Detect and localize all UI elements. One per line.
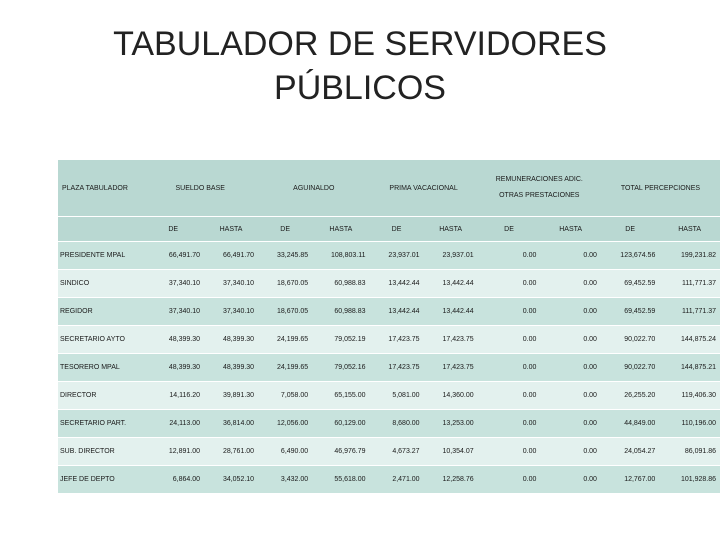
header-de: DE — [142, 217, 204, 242]
row-value-cell: 33,245.85 — [258, 242, 312, 270]
row-value-cell: 14,360.00 — [424, 382, 478, 410]
row-value-cell: 60,988.83 — [312, 298, 369, 326]
row-value-cell: 119,406.30 — [659, 382, 720, 410]
row-value-cell: 10,354.07 — [424, 438, 478, 466]
row-value-cell: 13,442.44 — [424, 270, 478, 298]
page-title — [0, 22, 720, 110]
row-value-cell: 69,452.59 — [601, 270, 659, 298]
row-value-cell: 0.00 — [478, 354, 541, 382]
row-value-cell: 108,803.11 — [312, 242, 369, 270]
header-rem-line-1: REMUNERACIONES ADIC. — [495, 176, 583, 183]
row-value-cell: 13,442.44 — [424, 298, 478, 326]
row-value-cell: 144,875.24 — [659, 326, 720, 354]
row-value-cell: 4,673.27 — [370, 438, 424, 466]
row-plaza-name: TESORERO MPAL — [58, 354, 142, 382]
row-plaza-name: SECRETARIO AYTO — [58, 326, 142, 354]
row-value-cell: 0.00 — [540, 326, 601, 354]
row-value-cell: 14,116.20 — [142, 382, 204, 410]
row-value-cell: 65,155.00 — [312, 382, 369, 410]
table-row — [58, 354, 720, 382]
row-value-cell: 36,814.00 — [204, 410, 258, 438]
row-value-cell: 0.00 — [478, 410, 541, 438]
row-value-cell: 0.00 — [540, 466, 601, 494]
row-value-cell: 0.00 — [540, 242, 601, 270]
table-row — [58, 410, 720, 438]
row-value-cell: 111,771.37 — [659, 298, 720, 326]
header-rem-line-2: OTRAS PRESTACIONES — [499, 192, 580, 199]
row-value-cell: 17,423.75 — [370, 326, 424, 354]
row-value-cell: 5,081.00 — [370, 382, 424, 410]
row-value-cell: 18,670.05 — [258, 270, 312, 298]
table-row — [58, 438, 720, 466]
row-value-cell: 3,432.00 — [258, 466, 312, 494]
row-value-cell: 0.00 — [540, 438, 601, 466]
row-value-cell: 13,442.44 — [370, 298, 424, 326]
row-value-cell: 90,022.70 — [601, 354, 659, 382]
row-value-cell: 69,452.59 — [601, 298, 659, 326]
row-value-cell: 46,976.79 — [312, 438, 369, 466]
row-value-cell: 60,129.00 — [312, 410, 369, 438]
row-value-cell: 6,490.00 — [258, 438, 312, 466]
title-line-2: PÚBLICOS — [274, 69, 446, 107]
row-value-cell: 23,937.01 — [370, 242, 424, 270]
row-plaza-name: DIRECTOR — [58, 382, 142, 410]
header-hasta: HASTA — [659, 217, 720, 242]
table-row — [58, 382, 720, 410]
row-value-cell: 48,399.30 — [142, 326, 204, 354]
header-de: DE — [370, 217, 424, 242]
table-row — [58, 326, 720, 354]
row-value-cell: 0.00 — [478, 382, 541, 410]
row-value-cell: 26,255.20 — [601, 382, 659, 410]
header-de: DE — [258, 217, 312, 242]
row-value-cell: 12,056.00 — [258, 410, 312, 438]
row-value-cell: 48,399.30 — [204, 354, 258, 382]
header-total-percepciones: TOTAL PERCEPCIONES — [601, 160, 720, 217]
row-value-cell: 13,253.00 — [424, 410, 478, 438]
row-value-cell: 37,340.10 — [142, 298, 204, 326]
row-value-cell: 48,399.30 — [204, 326, 258, 354]
row-value-cell: 90,022.70 — [601, 326, 659, 354]
table-row — [58, 242, 720, 270]
row-value-cell: 24,054.27 — [601, 438, 659, 466]
row-value-cell: 144,875.21 — [659, 354, 720, 382]
row-value-cell: 6,864.00 — [142, 466, 204, 494]
row-value-cell: 55,618.00 — [312, 466, 369, 494]
header-sueldo-base: SUELDO BASE — [142, 160, 258, 217]
row-value-cell: 17,423.75 — [370, 354, 424, 382]
salary-table — [58, 160, 720, 494]
row-value-cell: 0.00 — [478, 242, 541, 270]
row-value-cell: 66,491.70 — [204, 242, 258, 270]
row-value-cell: 39,891.30 — [204, 382, 258, 410]
row-value-cell: 0.00 — [540, 410, 601, 438]
row-value-cell: 0.00 — [478, 466, 541, 494]
row-value-cell: 24,199.65 — [258, 326, 312, 354]
row-value-cell: 111,771.37 — [659, 270, 720, 298]
row-value-cell: 37,340.10 — [142, 270, 204, 298]
row-value-cell: 37,340.10 — [204, 298, 258, 326]
header-sub-empty — [58, 217, 142, 242]
row-value-cell: 123,674.56 — [601, 242, 659, 270]
row-value-cell: 2,471.00 — [370, 466, 424, 494]
row-plaza-name: JEFE DE DEPTO — [58, 466, 142, 494]
row-value-cell: 12,767.00 — [601, 466, 659, 494]
row-value-cell: 0.00 — [478, 270, 541, 298]
row-value-cell: 24,113.00 — [142, 410, 204, 438]
row-value-cell: 17,423.75 — [424, 354, 478, 382]
row-value-cell: 86,091.86 — [659, 438, 720, 466]
header-hasta: HASTA — [540, 217, 601, 242]
row-plaza-name: REGIDOR — [58, 298, 142, 326]
row-value-cell: 18,670.05 — [258, 298, 312, 326]
row-value-cell: 7,058.00 — [258, 382, 312, 410]
header-row-main — [58, 160, 720, 217]
header-plaza: PLAZA TABULADOR — [58, 160, 142, 217]
row-value-cell: 0.00 — [540, 354, 601, 382]
row-plaza-name: SUB. DIRECTOR — [58, 438, 142, 466]
table-row — [58, 466, 720, 494]
row-value-cell: 66,491.70 — [142, 242, 204, 270]
table-row — [58, 270, 720, 298]
row-value-cell: 13,442.44 — [370, 270, 424, 298]
row-value-cell: 0.00 — [540, 298, 601, 326]
row-value-cell: 101,928.86 — [659, 466, 720, 494]
header-remuneraciones — [478, 160, 601, 217]
title-line-1: TABULADOR DE SERVIDORES — [113, 25, 607, 63]
header-de: DE — [601, 217, 659, 242]
row-value-cell: 0.00 — [540, 270, 601, 298]
row-value-cell: 79,052.16 — [312, 354, 369, 382]
row-value-cell: 28,761.00 — [204, 438, 258, 466]
row-value-cell: 24,199.65 — [258, 354, 312, 382]
row-value-cell: 17,423.75 — [424, 326, 478, 354]
table-row — [58, 298, 720, 326]
row-value-cell: 79,052.19 — [312, 326, 369, 354]
row-value-cell: 60,988.83 — [312, 270, 369, 298]
header-prima-vacacional: PRIMA VACACIONAL — [370, 160, 478, 217]
header-de: DE — [478, 217, 541, 242]
table-body — [58, 242, 720, 494]
row-value-cell: 0.00 — [478, 326, 541, 354]
header-hasta: HASTA — [312, 217, 369, 242]
row-plaza-name: SINDICO — [58, 270, 142, 298]
row-value-cell: 0.00 — [478, 298, 541, 326]
row-value-cell: 23,937.01 — [424, 242, 478, 270]
row-value-cell: 48,399.30 — [142, 354, 204, 382]
row-value-cell: 0.00 — [540, 382, 601, 410]
row-value-cell: 0.00 — [478, 438, 541, 466]
row-value-cell: 34,052.10 — [204, 466, 258, 494]
header-hasta: HASTA — [424, 217, 478, 242]
row-value-cell: 12,258.76 — [424, 466, 478, 494]
row-plaza-name: SECRETARIO PART. — [58, 410, 142, 438]
header-row-sub — [58, 217, 720, 242]
row-value-cell: 37,340.10 — [204, 270, 258, 298]
row-value-cell: 8,680.00 — [370, 410, 424, 438]
row-value-cell: 44,849.00 — [601, 410, 659, 438]
row-value-cell: 12,891.00 — [142, 438, 204, 466]
header-aguinaldo: AGUINALDO — [258, 160, 369, 217]
row-value-cell: 199,231.82 — [659, 242, 720, 270]
row-plaza-name: PRESIDENTE MPAL — [58, 242, 142, 270]
row-value-cell: 110,196.00 — [659, 410, 720, 438]
header-hasta: HASTA — [204, 217, 258, 242]
